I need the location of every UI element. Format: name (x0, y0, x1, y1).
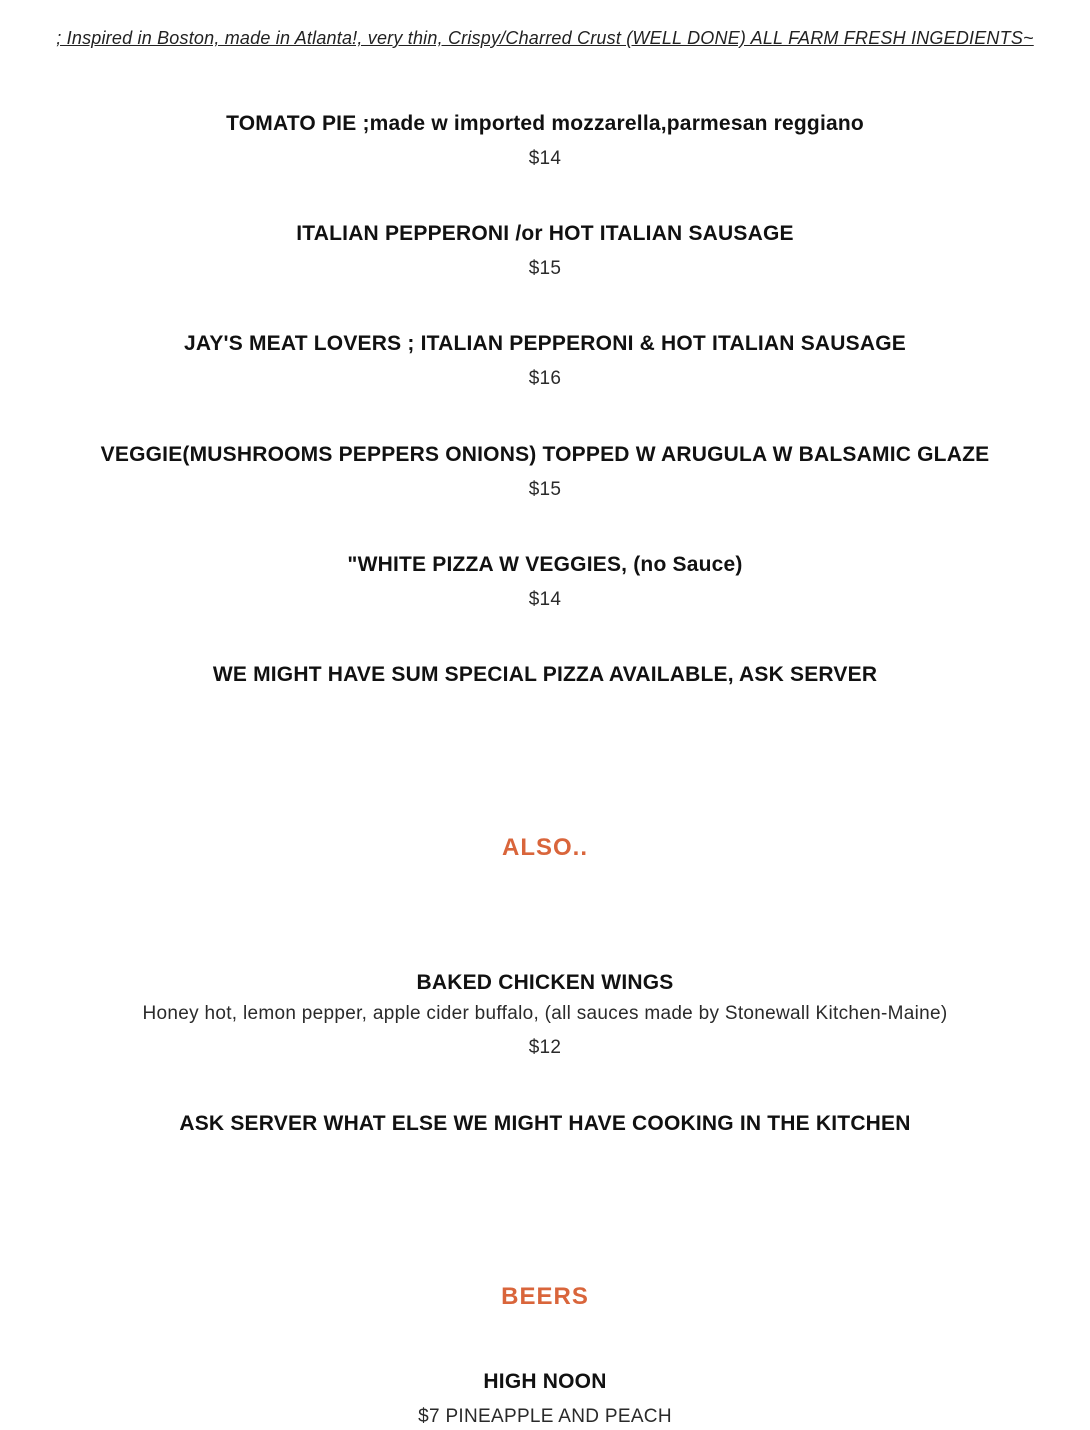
menu-item-white-pizza (0, 551, 1090, 613)
menu-item-meat-lovers (0, 330, 1090, 392)
menu-item-price: $15 (528, 479, 562, 500)
menu-item-high-noon (0, 1368, 1090, 1430)
menu-item-price: $16 (528, 368, 562, 389)
menu-item-veggie (0, 441, 1090, 503)
menu-item-price: $14 (528, 148, 562, 169)
menu-item-name: TOMATO PIE ;made w imported mozzarella,parmesan reggiano (226, 112, 864, 135)
menu-item-price: $15 (528, 258, 562, 279)
menu-item-name: HIGH NOON (483, 1370, 607, 1393)
menu-item-name: BAKED CHICKEN WINGS (416, 971, 674, 994)
menu-tagline: ; Inspired in Boston, made in Atlanta!, very thin, Crispy/Charred Crust (WELL DONE) ALL FARM FRESH INGEDIENTS~ (56, 28, 1034, 48)
menu-item-price: $7 PINEAPPLE AND PEACH (418, 1406, 672, 1427)
special-pizza-note-text: WE MIGHT HAVE SUM SPECIAL PIZZA AVAILABLE, ASK SERVER (212, 663, 878, 686)
menu-item-name: ITALIAN PEPPERONI /or HOT ITALIAN SAUSAGE (296, 222, 794, 245)
kitchen-note (0, 1110, 1090, 1138)
menu-item-name: JAY'S MEAT LOVERS ; ITALIAN PEPPERONI & HOT ITALIAN SAUSAGE (184, 332, 906, 355)
special-pizza-note (0, 661, 1090, 689)
menu-item-chicken-wings (0, 969, 1090, 1061)
kitchen-note-text: ASK SERVER WHAT ELSE WE MIGHT HAVE COOKING IN THE KITCHEN (179, 1112, 911, 1135)
section-title-beers: BEERS (501, 1283, 589, 1310)
menu-item-description: Honey hot, lemon pepper, apple cider buffalo, (all sauces made by Stonewall Kitchen-Maine) (142, 1003, 948, 1024)
menu-item-price: $14 (528, 589, 562, 610)
menu-item-pepperoni-sausage (0, 220, 1090, 282)
menu-item-tomato-pie (0, 110, 1090, 172)
menu-item-name: VEGGIE(MUSHROOMS PEPPERS ONIONS) TOPPED W ARUGULA W BALSAMIC GLAZE (100, 443, 990, 466)
menu-item-price: $12 (528, 1037, 562, 1058)
menu-item-name: "WHITE PIZZA W VEGGIES, (no Sauce) (347, 553, 743, 576)
section-title-also: ALSO.. (501, 834, 588, 861)
